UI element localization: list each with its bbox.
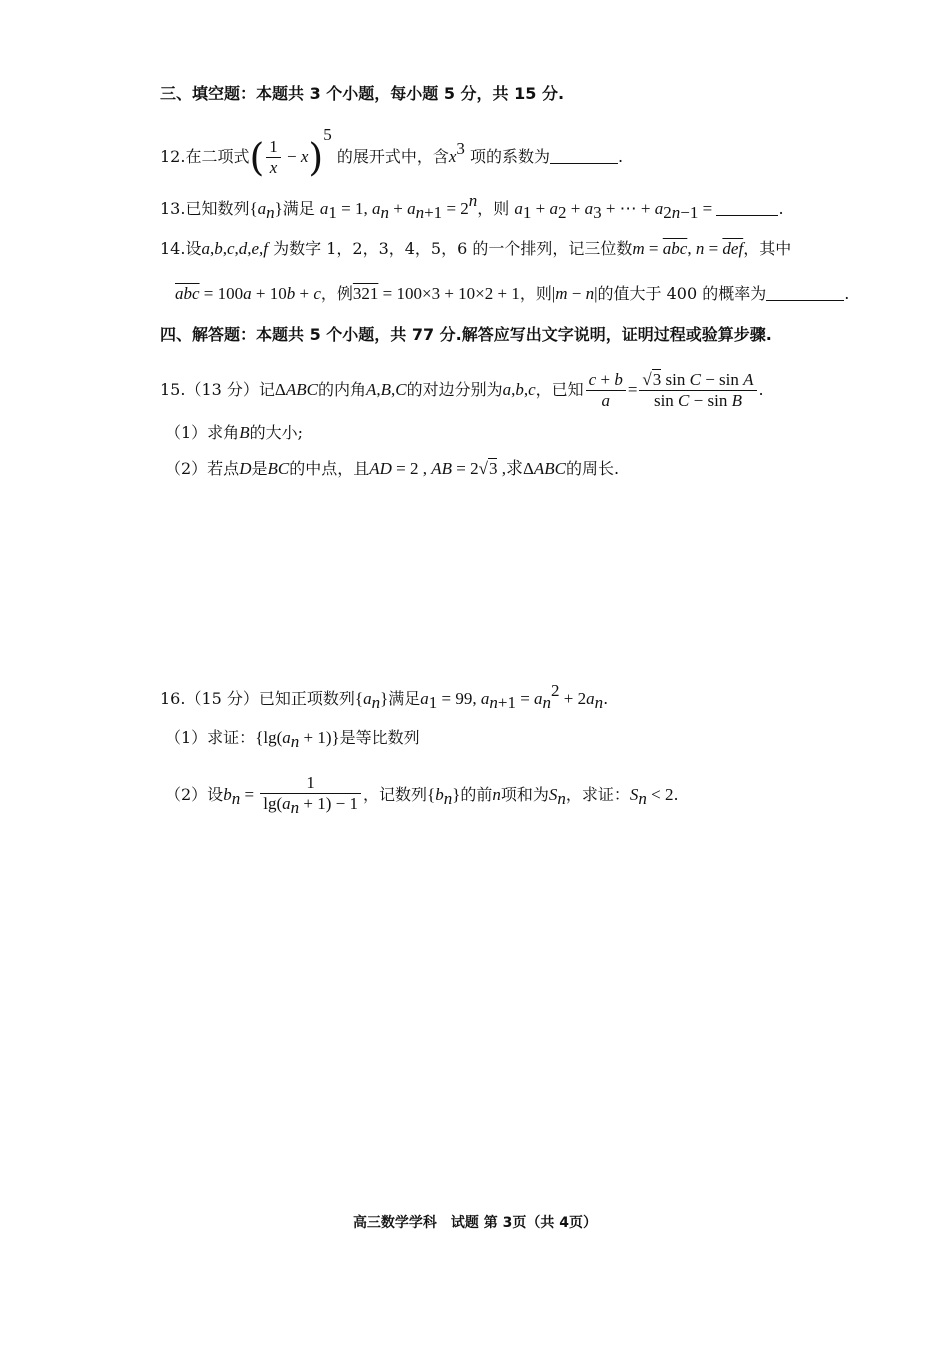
fraction-c-plus-b-over-a: $\frac{c + b}{a}$ [586,370,626,411]
right-paren: ) [308,135,324,180]
question-16: 16.（15 分）已知正项数列$\{a_n\}$满足$a_1 = 99$, $a_{n+1} = a_n^2 + 2a_n$. [160,681,609,712]
q12-prefix: 12.在二项式 [160,147,250,166]
answer-blank-14[interactable] [766,286,844,301]
question-14: 14.设a,b,c,d,e,f 为数字 1，2，3，4，5，6 的一个排列，记三位数$m = \overline{abc}$, $n = \overline{def}$，其中 [160,239,792,258]
page-footer: 高三数学学科 试题 第 3页（共 4页） [352,1215,598,1231]
answer-blank-13[interactable] [716,201,778,216]
left-paren: ( [249,135,265,180]
fraction-bn: $\frac{1}{\lg(a_n + 1) - 1}$ [260,773,361,818]
answer-blank-12[interactable] [550,149,618,164]
question-12: 12.在二项式( $\frac{1}{x}$ − x)$^5$ 的展开式中，含$x^3$ 项的系数为 . [160,125,624,180]
q12-term: 项的系数为 [470,147,551,166]
section-4-heading: 四、解答题：本题共 5 个小题，共 77 分.解答应写出文字说明，证明过程或验算步骤. [160,325,772,344]
question-15: 15.（13 分）记ΔABC的内角A,B,C的对边分别为a,b,c，已知 $\frac{c + b}{a}$ = $\frac{\text{√3 sin C − sin A}}{\text{sin C − sin B}}$ . [160,370,764,410]
fraction-sine-ratio: $\frac{\text{√3 sin C − sin A}}{\text{sin C − sin B}}$ [639,370,756,411]
question-14-cont: $\overline{abc} = 100a + 10b + c$，例321 = 100×3 + 10×2 + 1，则|m − n|的值大于 400 的概率为 . [175,284,850,303]
fraction-1-over-x: $\frac{1}{x}$ [266,137,281,178]
question-15-part-1: （1）求角B的大小; [165,423,303,442]
question-15-part-2: （2）若点D是BC的中点，且AD = 2 , AB = 2√3 ,求ΔABC的周长. [165,459,620,478]
section-3-heading: 三、填空题：本题共 3 个小题，每小题 5 分，共 15 分. [160,84,565,103]
question-16-part-2: （2）设$b_n$ = $\frac{1}{\lg(a_n + 1) - 1}$ ，记数列$\{b_n\}$的前n项和为$S_n$，求证：$S_n < 2$. [165,773,679,817]
q12-suffix: 的展开式中，含 [336,147,449,166]
q13-prefix: 13.已知数列 [160,199,250,218]
question-13: 13.已知数列$\{a_n\}$满足 $a_1 = 1$, $a_n + a_{n+1} = 2^n$，则 $a_1 + a_2 + a_3$ + ⋯ + $a_{2n-1}$ = . [160,191,784,222]
question-16-part-1: （1）求证：$\{\lg(a_n + 1)\}$是等比数列 [165,728,420,751]
q14-prefix: 14.设 [160,239,202,258]
